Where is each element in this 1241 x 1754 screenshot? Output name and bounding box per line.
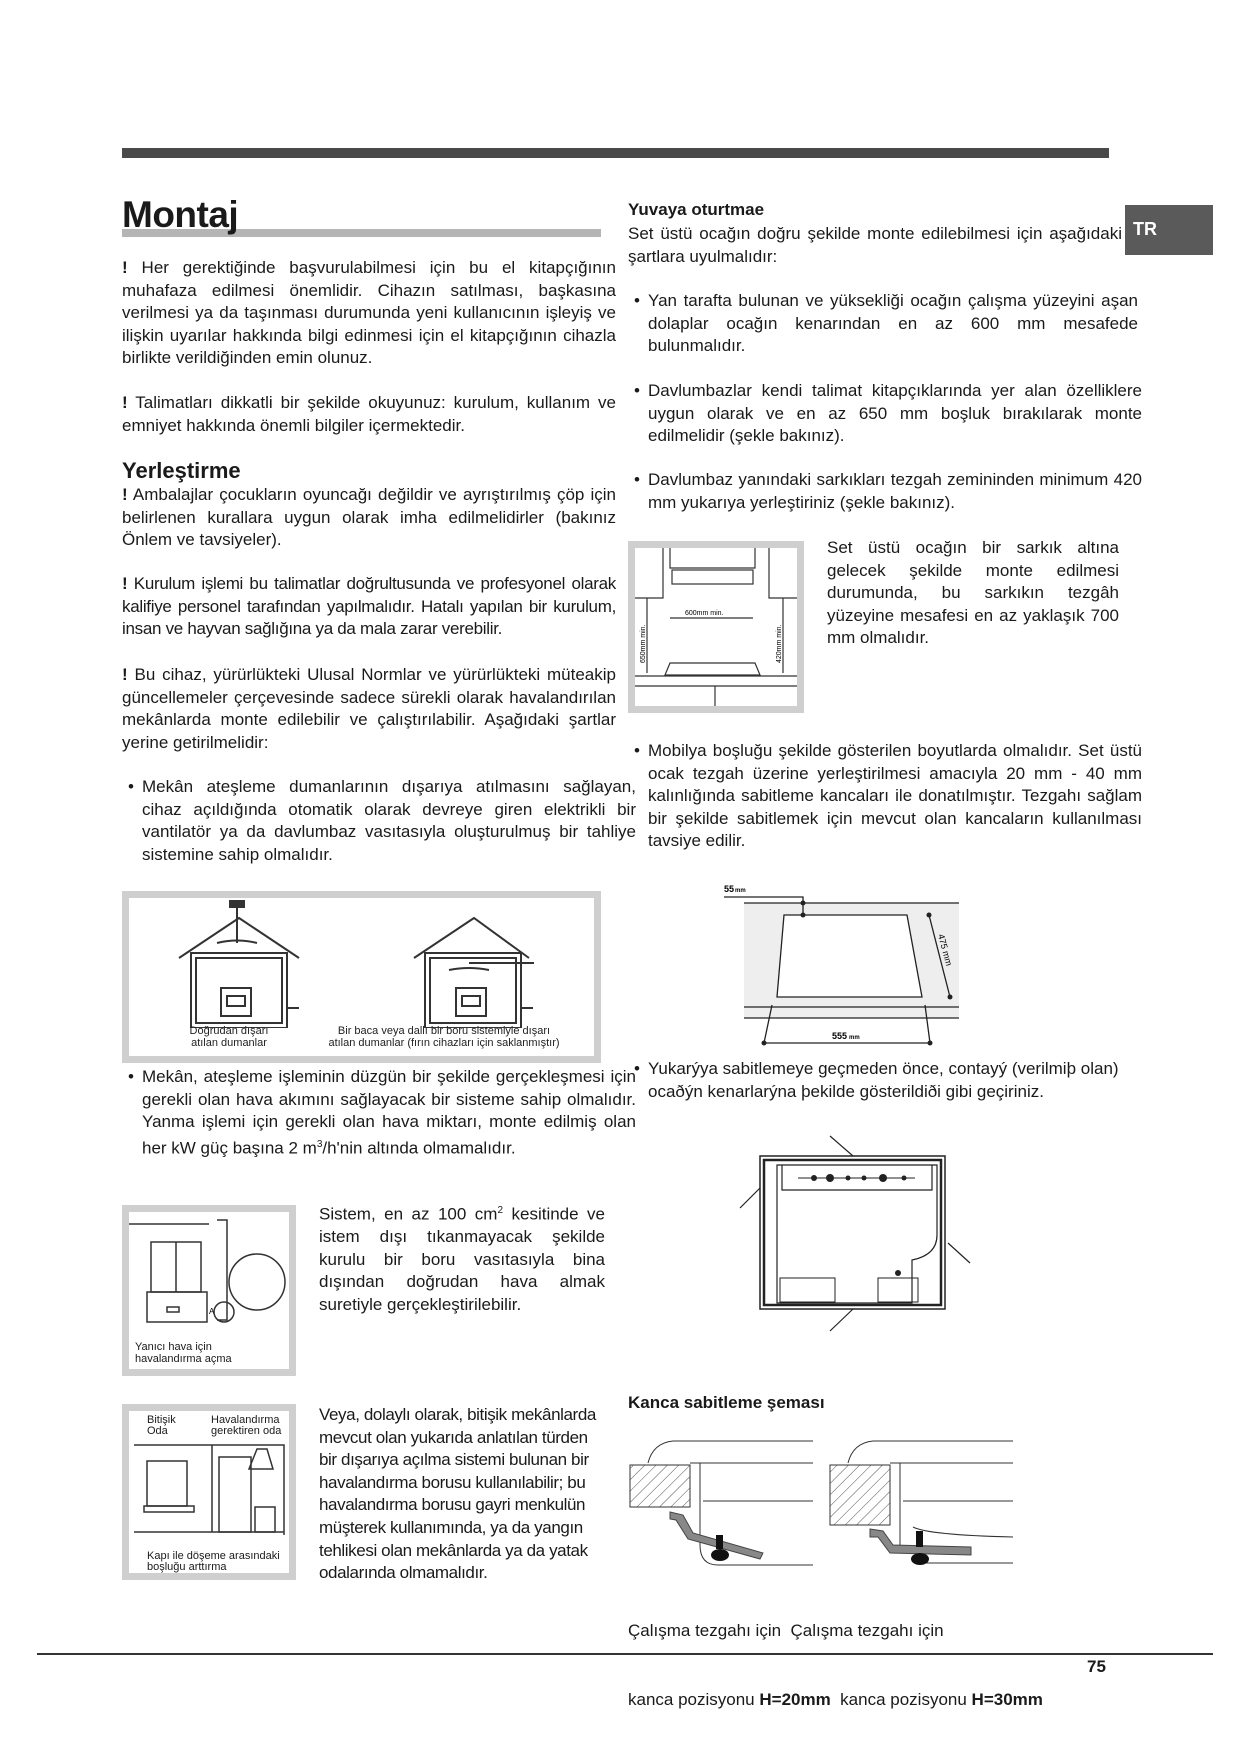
warning-text: Kurulum işlemi bu talimatlar doğrultusunda ve profesyonel olarak kalifiye personel tarafından yapılmalıdır. Hatalı yapılan bir kurulum, insan ve hayvan sağlığına ya da mala zarar verebilir. xyxy=(122,574,616,639)
intro-text-1: Her gerektiğinde başvurulabilmesi için bu el kitapçığının muhafaza edilmesi önemlidir. Cihazın satılması, başkasına verilmesi ya da taşınması durumunda yeni kullanıcının işleyiş ve ilişkin uyarılar hakkında bilgi edinmesi için el kitapçığının cihazla birlikte verildiğinden emin olunuz. xyxy=(122,258,616,368)
label-line: Oda xyxy=(147,1425,168,1437)
bullet-seal: • Yukarýya sabitlemeye geçmeden önce, contayý (verilmiþ olan) ocaðýn kenarlarýna þekilde gösterildiði gibi geçiriniz. xyxy=(628,1058,1142,1103)
label-line: Bitişik xyxy=(147,1414,176,1426)
vent-caption xyxy=(135,1341,232,1365)
hood-text: Set üstü ocağın bir sarkık altına gelecek şekilde monte edilmesi durumunda, bu sarkıkın tezgâh yüzeyine mesafesi en az yaklaşık 700 mm olmalıdır. xyxy=(827,538,1119,648)
warning-text: Ambalajlar çocukların oyuncağı değildir ve ayrıştırılmış çöp için belirlenen kurallara uygun olarak imha edilmelidirler (bakınız Önlem ve tavsiyeler). xyxy=(122,485,616,550)
hook-caption-line-1: Çalışma tezgahı için Çalışma tezgahı için xyxy=(628,1621,944,1640)
bullet-exhaust: • Mekân ateşleme dumanlarının dışarıya atılmasını sağlayan, cihaz açıldığında otomatik olarak devreye giren elektrikli bir vantilatör ya da davlumbaz vasıtasıyla oluşturulmuş bir tahliye sistemine sahip olmalıdır. xyxy=(122,776,636,866)
figure-hood-clearance xyxy=(628,541,804,713)
label-ventilated-room xyxy=(211,1415,281,1437)
superscript: 3 xyxy=(316,1138,323,1150)
vent-label-a: A xyxy=(209,1307,215,1316)
caption-line: Bir baca veya dallı bir boru sistemiyle dışarı xyxy=(337,1025,551,1037)
footer-rule xyxy=(37,1653,1213,1655)
figure-cutout-dimensions xyxy=(722,875,1022,1050)
superscript: 2 xyxy=(497,1205,504,1216)
caption-direct-exhaust xyxy=(169,1025,289,1049)
rooms-caption xyxy=(147,1551,280,1573)
dim-555-unit: mm xyxy=(849,1035,860,1041)
indirect-vent-text: Veya, dolaylı olarak, bitişik mekânlarda mevcut olan yukarıda anlatılan türden bir dışarıya açılma sistemi bulunan bir havalandırma borusu kullanılabilir; bu havalandırma borusu gayri menkulün müşterek kullanımında, ya da yangın tehlikesi olan mekânlarda ya da yatak odalarında olmamalıdır. xyxy=(319,1405,596,1583)
dim-475: 475 mm xyxy=(936,932,955,967)
warning-packaging xyxy=(122,484,616,552)
label-line: Havalandırma xyxy=(211,1414,280,1426)
warning-mark: ! xyxy=(122,393,128,412)
intro-paragraph-1 xyxy=(122,257,616,370)
bullet-text: Mekân, ateşleme işleminin düzgün bir şekilde gerçekleşmesi için gerekli olan hava akımını sağlayacak bir sisteme sahip olmalıdır. Yanma işlemi için gerekli olan hava miktarı, monte edilmiş olan her kW güç başına 2 m xyxy=(142,1067,636,1158)
warning-mark: ! xyxy=(122,574,128,593)
page-number: 75 xyxy=(1087,1657,1106,1676)
label-adjacent-room xyxy=(147,1415,176,1437)
fitting-intro: Set üstü ocağın doğru şekilde monte edilebilmesi için aşağıdaki şartlara uyulmalıdır: xyxy=(628,224,1122,266)
houses-illustration xyxy=(129,898,594,1028)
caption-line: atılan dumanlar (fırın cihazları için saklanmıştır) xyxy=(328,1037,560,1049)
caption-line: atılan dumanlar xyxy=(191,1037,267,1049)
figure-exhaust-houses xyxy=(122,891,601,1063)
caption-part: kanca pozisyonu xyxy=(830,1690,972,1709)
hook-diagram-heading: Kanca sabitleme şeması xyxy=(628,1393,825,1412)
language-tab xyxy=(1125,205,1213,255)
svg-text:55mm xyxy=(724,884,746,894)
label-line: gerektiren oda xyxy=(211,1425,282,1437)
caption-line: boşluğu arttırma xyxy=(147,1561,227,1573)
hook-diagram xyxy=(628,1425,1088,1575)
vent-illustration xyxy=(129,1212,289,1332)
intro-text-2: Talimatları dikkatli bir şekilde okuyunuz: kurulum, kullanım ve emniyet hakkında önemli bilgiler içermektedir. xyxy=(122,393,616,435)
caption-h30: H=30mm xyxy=(971,1690,1043,1709)
warning-mark: ! xyxy=(122,258,128,277)
caption-line: havalandırma açma xyxy=(135,1353,232,1365)
dim-555: 555 xyxy=(832,1031,848,1041)
hook-caption-line-2 xyxy=(628,1688,1043,1711)
dim-55: 55 xyxy=(724,884,735,894)
caption-line: Kapı ile döşeme arasındaki xyxy=(147,1550,280,1562)
hook-position-20 xyxy=(630,1441,813,1565)
bullet-cutout: • Mobilya boşluğu şekilde gösterilen boyutlarda olmalıdır. Set üstü ocak tezgah üzerine yerleştirilmesi amacıyla 20 mm - 40 mm kalınlığında sabitleme kancaları ile donatılmıştır. Tezgahı sağlam bir şekilde sabitlemek için mevcut olan kancaların kullanılması tavsiye edilir. xyxy=(628,740,1142,853)
figure-adjacent-room xyxy=(122,1404,296,1580)
warning-text: Bu cihaz, yürürlükteki Ulusal Normlar ve yürürlükteki müteakip güncellemeler çerçevesinde sadece sürekli olarak havalandırılan mekânlarda monte edilebilir ve çalıştırılabilir. Aşağıdaki şartlar yerine getirilmelidir: xyxy=(122,665,616,752)
caption-line: Yanıcı hava için xyxy=(135,1341,212,1353)
bullet-cabinets: • Yan tarafta bulunan ve yüksekliği ocağın çalışma yüzeyini aşan dolaplar ocağın kenarından en az 600 mm mesafede bulunmalıdır. xyxy=(628,290,1138,358)
caption-h20: H=20mm xyxy=(759,1690,831,1709)
bullet-wall-units: • Davlumbaz yanındaki sarkıkları tezgah zemininden minimum 420 mm yukarıya yerleştiriniz (şekle bakınız). xyxy=(628,469,1142,514)
dim-600: 600mm min. xyxy=(685,610,724,617)
vent-text xyxy=(319,1200,605,1317)
hob-underside-illustration xyxy=(730,1128,1020,1353)
figure-vent-opening xyxy=(122,1205,296,1376)
bullet-air-supply xyxy=(122,1066,636,1160)
warning-ventilation xyxy=(122,664,616,754)
placement-heading: Yerleştirme xyxy=(122,458,241,483)
vent-text-part: kesitinde ve istem dışı tıkanmayacak şekilde kurulu bir boru vasıtasıyla bina dışından doğrudan hava almak suretiyle gerçekleştirilebilir. xyxy=(319,1204,606,1315)
top-rule xyxy=(122,148,1109,158)
dim-55-unit: mm xyxy=(735,888,746,894)
svg-text:555mm xyxy=(832,1031,860,1041)
fitting-heading: Yuvaya oturtmae xyxy=(628,200,765,219)
figure-hob-seal xyxy=(730,1128,1020,1353)
bullet-hoods: • Davlumbazlar kendi talimat kitapçıklarında yer alan özelliklere uygun olarak ve en az 650 mm boşluk bırakılarak monte edilmelidir (şekle bakınız). xyxy=(628,380,1142,448)
intro-paragraph-2 xyxy=(122,392,616,437)
warning-mark: ! xyxy=(122,665,128,684)
language-tab-label: TR xyxy=(1133,219,1157,239)
vent-text-part: Sistem, en az 100 cm xyxy=(319,1204,498,1224)
dim-650: 650mm min. xyxy=(640,624,647,663)
caption-chimney-exhaust xyxy=(309,1025,579,1049)
warning-mark: ! xyxy=(122,485,128,504)
hood-illustration xyxy=(635,548,797,706)
dim-420: 420mm min. xyxy=(776,624,783,663)
cutout-illustration xyxy=(722,875,1022,1050)
bullet-text-tail: /h'nin altında olmamalıdır. xyxy=(322,1138,516,1158)
page-title: Montaj xyxy=(122,194,239,235)
rooms-illustration xyxy=(129,1437,289,1537)
caption-part: kanca pozisyonu xyxy=(628,1690,760,1709)
warning-installation xyxy=(122,573,616,641)
hook-position-30 xyxy=(830,1441,1013,1565)
caption-line: Doğrudan dışarı xyxy=(189,1025,269,1037)
